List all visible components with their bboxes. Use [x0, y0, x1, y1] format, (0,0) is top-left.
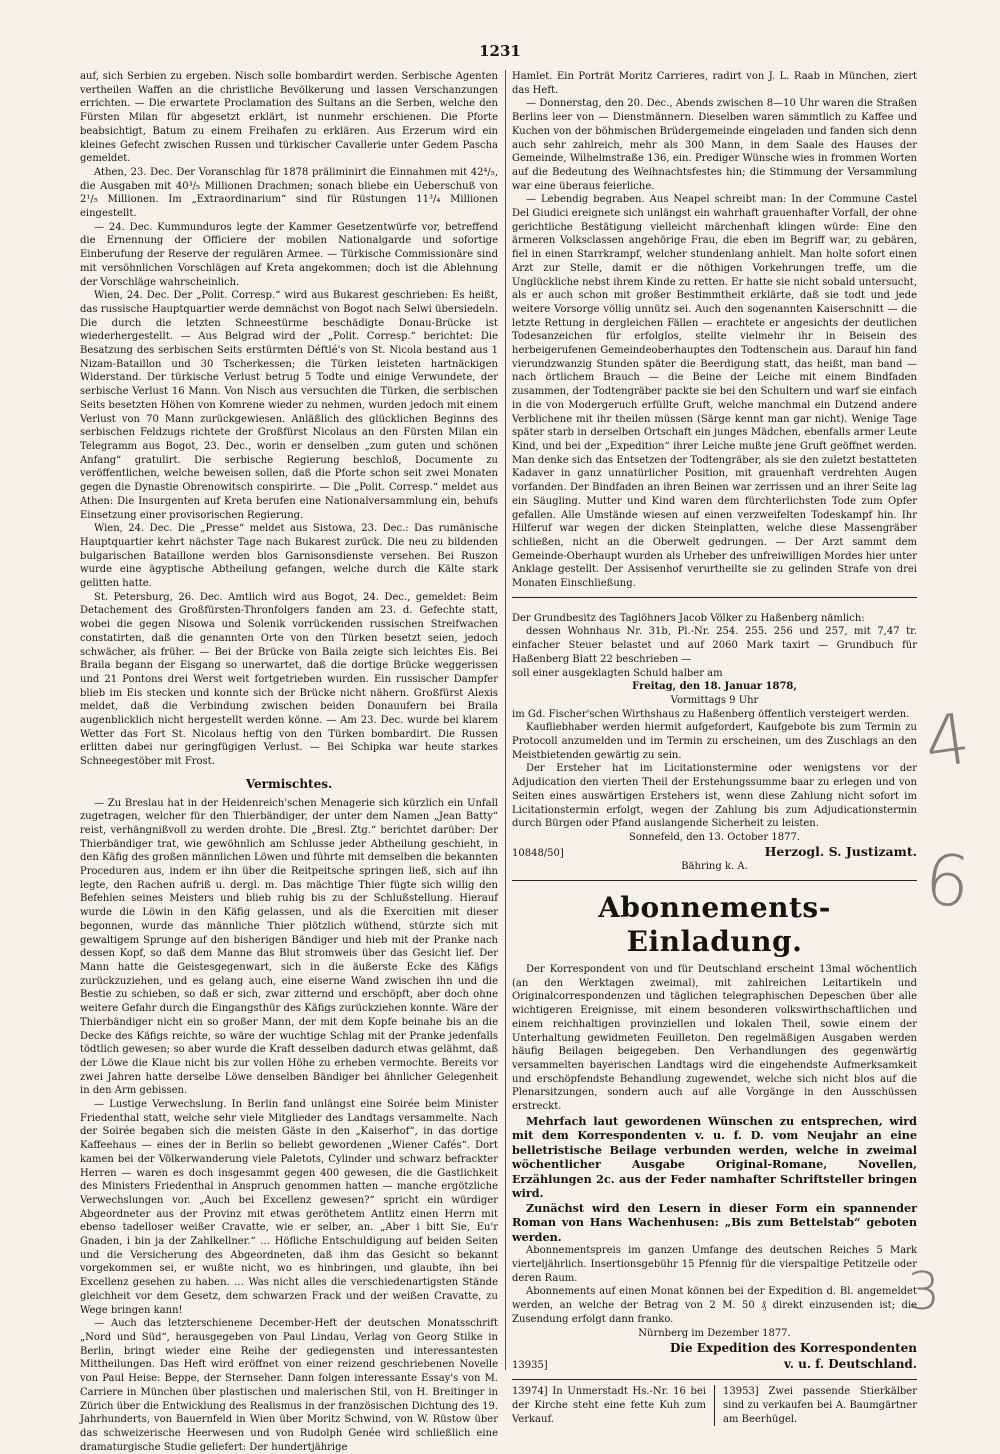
- classified-ads: [512, 1385, 917, 1426]
- classified-ad-calves: 13953] Zwei passende Stierkälber sind zu verkaufen bei A. Baumgärtner am Beerhügel.: [723, 1386, 917, 1425]
- subscription-place-date: Nürnberg im Dezember 1877.: [638, 1327, 791, 1339]
- section-title-vermischtes: Vermischtes.: [245, 776, 333, 791]
- divider-rule: [512, 1379, 917, 1380]
- handwritten-note: 3: [907, 1262, 941, 1322]
- auction-date: Freitag, den 18. Januar 1878,: [632, 681, 797, 693]
- news-paragraph: Wien, 24. Dec. Der „Polit. Corresp.“ wird aus Bukarest geschrieben: Es heißt, das russische Hauptquartier werde demnächst von Bogot nach Selwi übersiedeln. Die durch die letzten Schneestürme beschädigte Donau-Brücke ist wiederhergestellt. — Aus Belgrad wird der „Polit. Corresp.“ berichtet: Die Besatzung des serbischen Seits erstürmten Déftlé's von St. Nicola bestand aus 1 Nizam-Bataillon und 30 Tscherkessen; die Türken leisteten hartnäckigen Widerstand. Der türkische Verlust betrug 5 Todte und einige Verwundete, der serbische Verlust 16 Mann. Von Nisch aus versuchten die Türken, die serbischen Seits besetzten Höhen von Komrene wieder zu nehmen, wurden jedoch mit einem Verlust von 70 Mann zurückgewiesen. Anläßlich des glücklichen Beginns des serbischen Feldzugs richtete der Großfürst Nicolaus an den Fürsten Milan ein Telegramm aus Bogot, 23. Dec., worin er denselben „zum guten und schönen Anfang“ gratulirt. Die serbische Regierung beschloß, Documente zu veröffentlichen, welche beweisen sollen, daß die Pforte schon seit zwei Monaten gegen die Dynastie Obrenowitsch conspirirte. — Die „Polit. Corresp.“ meldet aus Athen: Die Insurgenten auf Kreta berufen eine Nationalversammlung ein, behufs Einsetzung einer provisorischen Regierung.: [80, 290, 498, 521]
- auction-location: im Gd. Fischer'schen Wirthshaus zu Haßenberg öffentlich versteigert werden.: [512, 708, 910, 720]
- misc-paragraph: — Auch das letzterschienene December-Heft der deutschen Monatsschrift „Nord und Süd“, herausgegeben von Paul Lindau, Verlag von Georg Stilke in Berlin, bringt wieder eine Reihe der gediegensten und interessantesten Mittheilungen. Das Heft wird eröffnet von einer reizend geschriebenen Novelle von Paul Heise: Beppe, der Sternseher. Dann folgen interessante Essay's von M. Carriere in München über plastischen und malerischen Stil, von H. Breitinger in Zürich über die Entwicklung des Realismus in der französischen Dichtung des 19. Jahrhunderts, von Bauernfeld in Wien über Moritz Schwind, von W. Rüstow über das schweizerische Heerwesen und von Rudolph Genée wird schließlich eine dramaturgische Studie geliefert: Der hundertjährige: [80, 1318, 498, 1453]
- subscription-text: Der Korrespondent von und für Deutschland erscheint 13mal wöchentlich (an den Werktagen zweimal), mit zahlreichen Leitartikeln und Originalcorrespondenzen und täglichen telegraphischen Depeschen über alle wichtigeren Ereignisse, mit einem besonderen volkswirthschaftlichen und einem reichhaltigen provinziellen und lokalen Theil, sowie einem der Unterhaltung gewidmeten Feuilleton. Den regelmäßigen Ausgaben werden häufig Beilagen beigegeben. Den Verhandlungen des gegenwärtig versammelten bayerischen Landtags wird die eingehendste Aufmerksamkeit und erschöpfendste Behandlung zugewendet, welche sich nicht blos auf die Plenarsitzungen, sondern auch auf alle Vorgänge in den Ausschüssen erstreckt.: [512, 964, 917, 1113]
- classified-ad-cow: 13974] In Unmerstadt Hs.-Nr. 16 bei der Kirche steht eine fette Kuh zum Verkauf.: [512, 1386, 706, 1425]
- news-paragraph: auf, sich Serbien zu ergeben. Nisch solle bombardirt werden. Serbische Agenten vertheilen Waffen an die christliche Bevölkerung und lassen Verschanzungen errichten. — Die erwartete Proclamation des Sultans an die Serben, welche den Fürsten Milan für abgesetzt erklärt, ist nunmehr erschienen. Die Pforte beabsichtigt, Batum zu einem Freihafen zu erklären. Aus Erzerum wird ein kleines Gefecht zwischen Russen und türkischer Cavallerie unter Gedem Pascha gemeldet.: [80, 71, 498, 165]
- news-paragraph: Hamlet. Ein Porträt Moritz Carrieres, radirt von J. L. Raab in München, ziert das Heft.: [512, 71, 917, 96]
- news-paragraph: Athen, 23. Dec. Der Voranschlag für 1878 präliminirt die Einnahmen mit 42⁴/₅, die Ausgaben mit 40³/₅ Millionen Drachmen; sonach bliebe ein Ueberschuß von 2¹/₅ Millionen. Im „Extraordinarium“ sind für Rüstungen 11³/₄ Millionen eingestellt.: [80, 166, 498, 220]
- subscription-novel: Zunächst wird den Lesern in dieser Form ein spannender Roman von Hans Wachenhusen: „Bis zum Bettelstab“ geboten werden.: [512, 1200, 917, 1244]
- auction-intro: Der Grundbesitz des Taglöhners Jacob Völker zu Haßenberg nämlich:: [512, 612, 865, 624]
- ad-separator: [714, 1385, 715, 1426]
- news-paragraph: — Lebendig begraben. Aus Neapel schreibt man: In der Commune Castel Del Giudici ereignete sich unlängst ein wahrhaft grauenhafter Vorfall, der ohne gerichtliche Bestätigung vielleicht märchenhaft klingen würde: Eine den ärmeren Volksclassen angehörige Frau, die eben im Begriff war, zu gebären, fiel in einen Starrkrampf, welcher stundenlang anhielt. Man holte sofort einen Arzt zur Stelle, damit er die nöthigen Vorkehrungen treffe, um die Unglückliche nebst ihrem Kinde zu retten. Er hatte sie nicht sobald untersucht, als er auch schon mit großer Bestimmtheit erklärte, daß sie todt und jede weitere Vorsorge völlig unnütz sei. Auch den sogenannten Kaiserschnitt — die letzte Rettung in dergleichen Fällen — erachtete er angesichts der deutlichen Todesanzeichen für erfolglos, stellte vielmehr ihr in Beisein des herbeigerufenen Gemeindeoberhauptes den Todtenschein aus. Darauf hin fand vierundzwanzig Stunden später die Beerdigung statt, das heißt, man band — nach örtlichem Brauch — die Beine der Leiche mit einem Bindfaden zusammen, der Todtengräber packte sie bei den Schultern und warf sie einfach in die von Modergeruch erfüllte Gruft, welche manchmal ein Dutzend andere Verblichene mit ihr theilen müssen (Särge kennt man gar nicht). Wenige Tage später starb in derselben Ortschaft ein junges Mädchen, ebenfalls armer Leute Kind, und bei der „Expedition“ ihrer Leiche mußte jene Gruft geöffnet werden. Man denke sich das Entsetzen der Todtengräber, als sie den zuletzt bestatteten Kadaver in ganz unnatürlicher Position, mit grauenhaft verdrehten Augen vorfanden. Der Bindfaden an ihren Beinen war zerrissen und an ihrer Seite lag ein Säugling. Mutter und Kind waren dem fürchterlichsten Tode zum Opfer gefallen. Alle Umstände wiesen auf einen verzweifelten Todeskampf hin. Ihr Hilferuf war wegen der dicken Steinplatten, welche diese Massengräber schließen, nicht an die Oberwelt gedrungen. — Der Arzt sammt dem Gemeinde-Oberhaupt wurden als Urheber des unfreiwilligen Mordes hier unter Anklage gestellt. Der Assisenhof verurtheilte sie zu gelinden Strafe von drei Monaten Einschließung.: [512, 194, 917, 590]
- news-paragraph: St. Petersburg, 26. Dec. Amtlich wird aus Bogot, 24. Dec., gemeldet: Beim Detachement des Großfürsten-Thronfolgers fanden am 23. d. Gefechte statt, wobei die gegen Nisowa und Solenik vorrückenden russischen Streifwachen constatirten, daß die genannten Orte von den Türken besetzt seien, jedoch schwächer, als früher. — Bei der Brücke von Baila zeigte sich leichtes Eis. Bei Braila begann der Eisgang so unerwartet, daß die dortige Brücke weggerissen und 21 Pontons drei Werst weit fortgetrieben wurden. Ein russischer Dampfer blieb im Eis stecken und konnte sich der Brücke nicht nähern. Großfürst Alexis meldet, daß die Verbindung zwischen beiden Donauufern bei Braila augenblicklich nicht hergestellt werden könne. — Am 23. Dec. wurde bei klarem Wetter das Fort St. Nicolaus heftig von den Türken bombardirt. Die Russen erlitten dabei nur geringfügigen Verlust. — Bei Schipka war heute starkes Schneegestöber mit Frost.: [80, 591, 498, 768]
- auction-authority: Herzogl. S. Justizamt.: [764, 843, 917, 859]
- news-paragraph: Wien, 24. Dec. Die „Presse“ meldet aus Sistowa, 23. Dec.: Das rumänische Hauptquartier kehrt nächster Tage nach Bukarest zurück. Die neu zu bildenden bulgarischen Bataillone werden blos Garnisonsdienste versehen. Bei Ruszon wurde eine ägyptische Abtheilung gefangen, welche durch die Kälte stark gelitten hatte.: [80, 523, 498, 590]
- auction-notice: [512, 612, 917, 874]
- auction-time: Vormittags 9 Uhr: [670, 694, 759, 706]
- auction-line: soll einer ausgeklagten Schuld halber am: [512, 667, 723, 679]
- handwritten-note: 6: [920, 837, 974, 925]
- divider-rule: [512, 880, 917, 881]
- subscription-monthly: Abonnements auf einen Monat können bei der Expedition d. Bl. angemeldet werden, an welche der Betrag von 2 M. 50 ₰ direkt einzusenden ist; die Zusendung erfolgt dann franko.: [512, 1286, 917, 1325]
- column-divider: [505, 70, 506, 1370]
- signature-line: Die Expedition des Korrespondenten: [670, 1341, 917, 1356]
- handwritten-note: 4: [919, 697, 976, 785]
- subscription-signature: [512, 1340, 917, 1374]
- page-number: 1231: [479, 42, 521, 60]
- left-column: [80, 70, 498, 1454]
- auction-terms: Der Ersteher hat im Licitationstermine oder wenigstens vor der Adjudication den vierten Theil der Erstehungssumme baar zu erlegen und von Seiten eines auswärtigen Erstehers ist, wenn diese Zahlung nicht sofort im Licitationstermin erfolgt, wegen der Zahlung bis zum Adjudicationstermin durch Bürgen oder Pfand auslangende Sicherheit zu leisten.: [512, 763, 917, 830]
- news-paragraph: — 24. Dec. Kummunduros legte der Kammer Gesetzentwürfe vor, betreffend die Ernennung der Officiere der mobilen Nationalgarde und sofortige Einberufung der Reserve der regulären Armee. — Türkische Commissionäre sind mit versöhnlichen Vorschlägen auf Kreta angekommen; doch ist die Ablehnung der Vorschläge wahrscheinlich.: [80, 221, 498, 288]
- subscription-price: Abonnementspreis im ganzen Umfange des deutschen Reiches 5 Mark vierteljährlich. Insertionsgebühr 15 Pfennig für die vierspaltige Petitzeile oder deren Raum.: [512, 1245, 917, 1284]
- ad-code: 13935]: [512, 1360, 548, 1372]
- subscription-supplement: Mehrfach laut gewordenen Wünschen zu entsprechen, wird mit dem Korrespondenten v. u. f. D. vom Neujahr an eine belletristische Beilage verbunden werden, welche in zweimal wöchentlicher Ausgabe Original-Romane, Novellen, Erzählungen 2c. aus der Feder namhafter Schriftsteller bringen wird.: [512, 1113, 917, 1201]
- misc-paragraph: — Lustige Verwechslung. In Berlin fand unlängst eine Soirée beim Minister Friedenthal statt, welche sehr viele Mitglieder des Landtags versammelte. Nach der Soirée begaben sich die meisten Gäste in den „Kaiserhof“, in das dortige Kaffeehaus — eines der in Berlin so beliebt gewordenen „Wiener Cafés“. Dort kamen bei der Völkerwanderung viele Paletots, Cylinder und schwarz befrackter Herren — waren es doch insgesammt gegen 400 gewesen, die die Gastlichkeit des Ministers Friedenthal in Anspruch genommen hatten — manche ergötzliche Verwechslungen vor. „Auch bei Excellenz gewesen?“ spricht ein würdiger Abgeordneter aus der Provinz mit etwas geröthetem Antlitz einen Herrn mit ebenso tadelloser weißer Cravatte, wie er selber, an. „Aber i bitt Sie, Eu'r Gnaden, i bin ja der Zahlkellner.“ … Höfliche Entschuldigung auf beiden Seiten und die Versicherung des Abgeordneten, daß ihm das Gesicht so bekannt vorgekommen sei, er wußte nicht, wo es hinbringen, und glaubte, ihn bei Excellenz gesehen zu haben. … Was nicht alles die verschiedenartigsten Stände gleichheit vor dem Gesetz, dem schwarzen Frack und der weißen Cravatte, zu Wege bringen kann!: [80, 1099, 498, 1316]
- auction-official: Bähring k. A.: [681, 861, 748, 873]
- subscription-title: Abonnements-Einladung.: [598, 891, 831, 959]
- auction-property: dessen Wohnhaus Nr. 31b, Pl.-Nr. 254. 255. 256 und 257, mit 7,47 tr. einfacher Steuer belastet und auf 2060 Mark taxirt — Grundbuch für Haßenberg Blatt 22 beschrieben —: [512, 626, 917, 665]
- misc-paragraph: — Zu Breslau hat in der Heidenreich'schen Menagerie sich kürzlich ein Unfall zugetragen, welcher für den Thierbändiger, der unter dem Namen „Jean Batty“ reist, verhängnißvoll zu werden drohte. Die „Bresl. Ztg.“ berichtet darüber: Der Thierbändiger trat, wie gewöhnlich am Schlusse jeder Abtheilung geschieht, in den Käfig des großen männlichen Löwen und führte mit demselben die bekannten Proceduren aus, indem er ihn über die Reitpeitsche springen ließ, sich auf ihn legte, den Rachen aufriß u. dergl. m. Das mächtige Thier fügte sich willig den Befehlen seines Meisters und blieb ruhig bis zu der Schlußstellung. Hierauf wurde die Löwin in den Käfig gelassen, und als die Exercitien mit dieser begonnen, wurde das männliche Thier plötzlich wüthend, stürzte sich mit gewaltigem Sprunge auf den bisherigen Bändiger und hieb mit der Pranke nach dessen Kopf, so daß dem Manne das Blut stromweis über das Gesicht lief. Der Mann hatte die Geistesgegenwart, sich in die äußerste Ecke des Käfigs zurückzuziehen, und es gelang auch, eine eiserne Wand zwischen ihn und die Bestie zu schieben, so daß er sich, zwar zitternd und erschöpft, aber doch ohne weitere Gefahr durch die Eingangsthür des Käfigs zurückziehen konnte. Wäre der Thierbändiger nicht ein so großer Mann, der mit dem Kopfe beinahe bis an die Decke des Käfigs reichte, so wäre der wuchtige Schlag mit der Pranke jedenfalls tödtlich gewesen; so aber wurde die Kraft desselben dadurch etwas gelähmt, daß der Löwe die Klaue nicht bis zur vollen Höhe zu erheben vermochte. Bereits vor zwei Jahren hatte derselbe Löwe denselben Bändiger bei ähnlicher Gelegenheit in den Arm gebissen.: [80, 797, 498, 1097]
- auction-buyers: Kaufliebhaber werden hiermit aufgefordert, Kaufgebote bis zum Termin zu Protocoll anzumelden und im Termin zu erscheinen, um des Zuschlags an den Meistbietenden gewärtig zu sein.: [512, 722, 917, 761]
- divider-rule: [512, 597, 917, 598]
- right-column: [512, 70, 917, 1426]
- signature-line: v. u. f. Deutschland.: [783, 1357, 917, 1372]
- auction-place-date: Sonnefeld, den 13. October 1877.: [628, 831, 800, 843]
- news-paragraph: — Donnerstag, den 20. Dec., Abends zwischen 8—10 Uhr waren die Straßen Berlins leer von — Dienstmännern. Dieselben waren sämmtlich zu Kaffee und Kuchen von der böhmischen Brüdergemeinde eingeladen und fanden sich denn auch sehr zahlreich, mehr als 300 Mann, in dem Saale des Hauses der Gemeinde, Wilhelmstraße 136, ein. Prediger Wünsche wies in frommen Worten auf die Bedeutung des Weihnachtsfestes hin; die Stimmung der Versammlung war eine überaus feierliche.: [512, 98, 917, 192]
- subscription-ad: [512, 891, 917, 1374]
- ad-code: 10848/50]: [512, 847, 564, 859]
